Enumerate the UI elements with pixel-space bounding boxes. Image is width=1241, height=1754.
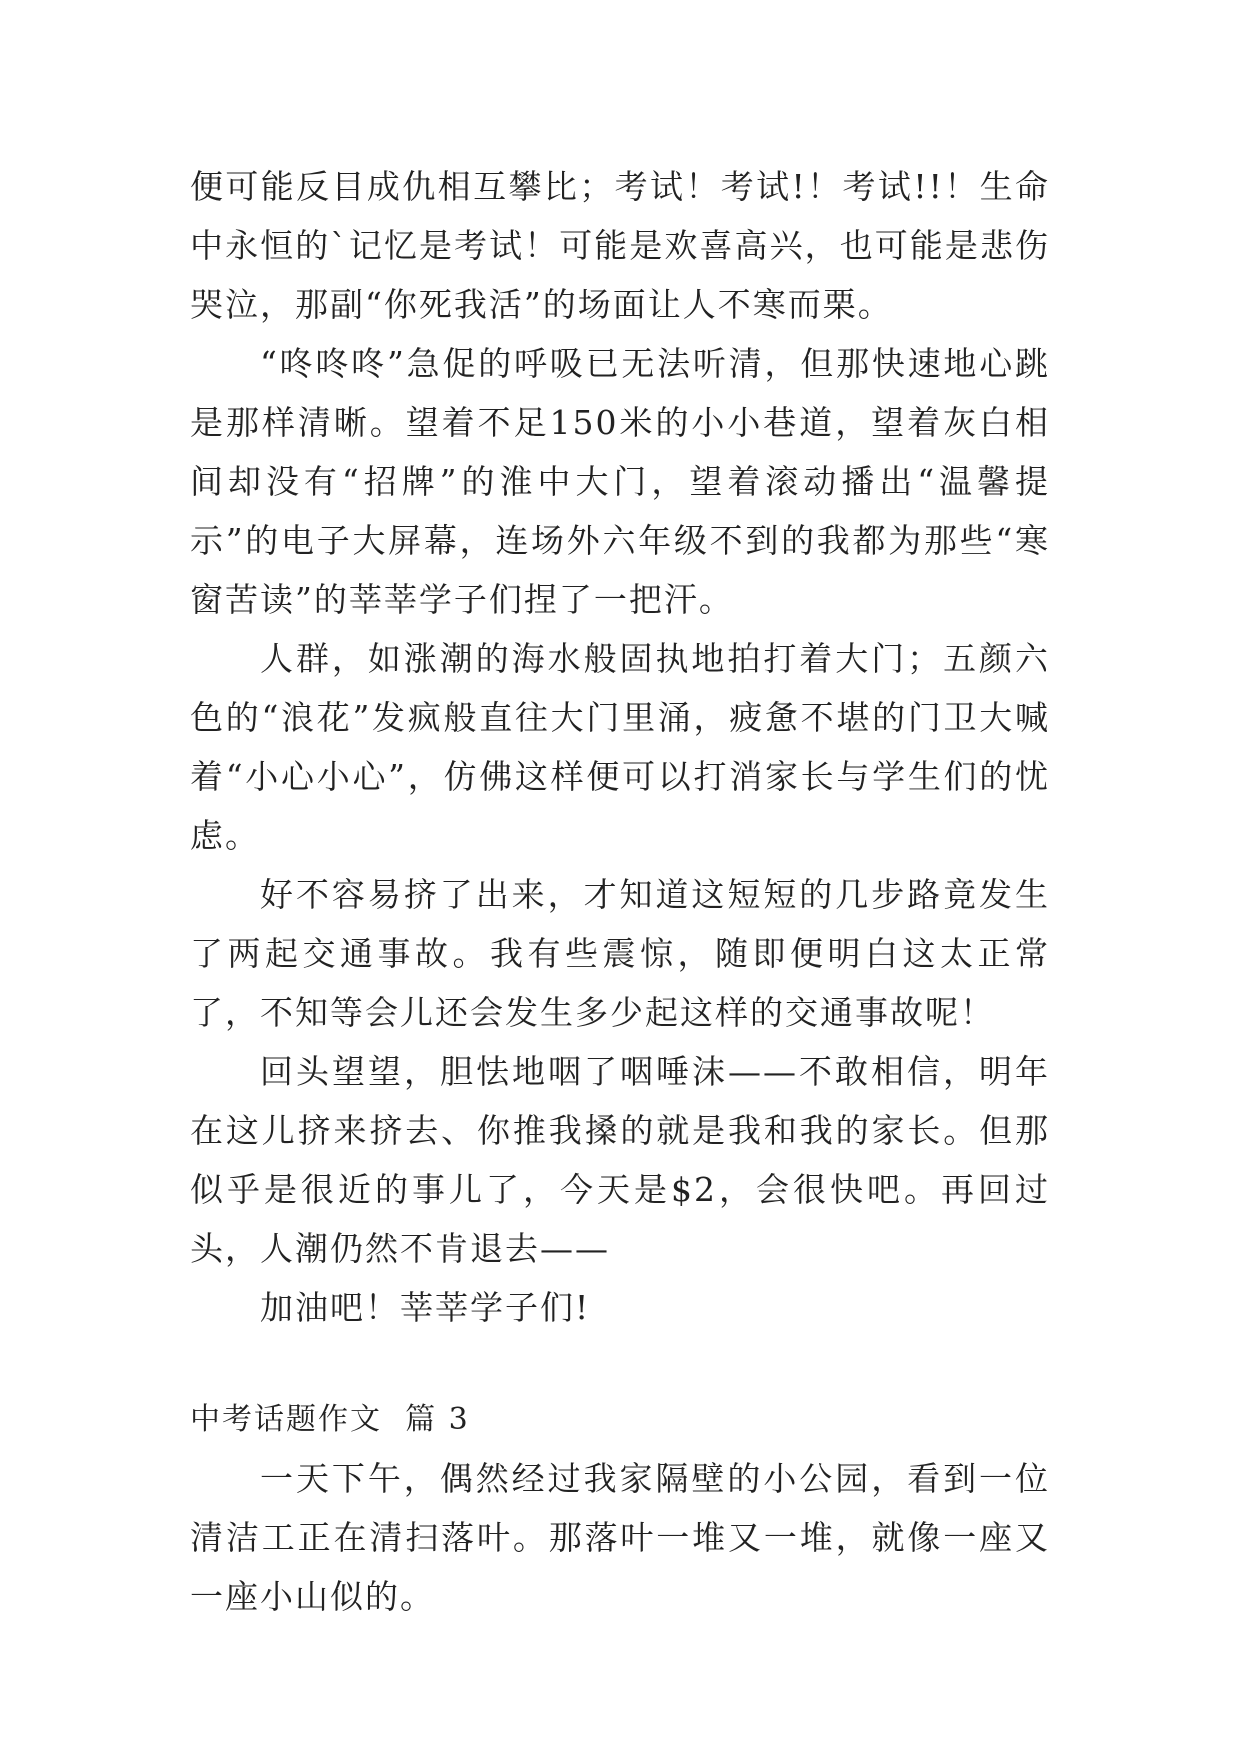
paragraph: 加油吧！莘莘学子们! [260,1288,591,1327]
paragraph: 回头望望，胆怯地咽了咽唾沫——不敢相信，明年在这儿挤来挤去、你推我搡的就是我和我的家长。但那似乎是很近的事儿了，今天是$2，会很快吧。再回过头，人潮仍然不肯退去—— [190,1052,1050,1268]
paragraph: 便可能反目成仇相互攀比；考试！考试!！考试!!！生命中永恒的`记忆是考试！可能是欢喜高兴，也可能是悲伤哭泣，那副“你死我活”的场面让人不寒而栗。 [190,167,1050,324]
paragraph: 一天下午，偶然经过我家隔壁的小公园，看到一位清洁工正在清扫落叶。那落叶一堆又一堆，就像一座又一座小山似的。 [190,1459,1050,1616]
paragraph: 人群，如涨潮的海水般固执地拍打着大门；五颜六色的“浪花”发疯般直往大门里涌，疲惫不堪的门卫大喊着“小心小心”，仿佛这样便可以打消家长与学生们的忧虑。 [190,639,1050,855]
paragraph: 好不容易挤了出来，才知道这短短的几步路竟发生了两起交通事故。我有些震惊，随即便明白这太正常了，不知等会儿还会发生多少起这样的交通事故呢！ [190,875,1050,1032]
paragraph: “咚咚咚”急促的呼吸已无法听清，但那快速地心跳是那样清晰。望着不足150米的小小巷道，望着灰白相间却没有“招牌”的淮中大门，望着滚动播出“温馨提示”的电子大屏幕，连场外六年级不到的我都为那些“寒窗苦读”的莘莘学子们捏了一把汗。 [190,344,1050,619]
document-body [190,157,1050,1626]
section-heading: 中考话题作文 篇 3 [190,1402,470,1437]
